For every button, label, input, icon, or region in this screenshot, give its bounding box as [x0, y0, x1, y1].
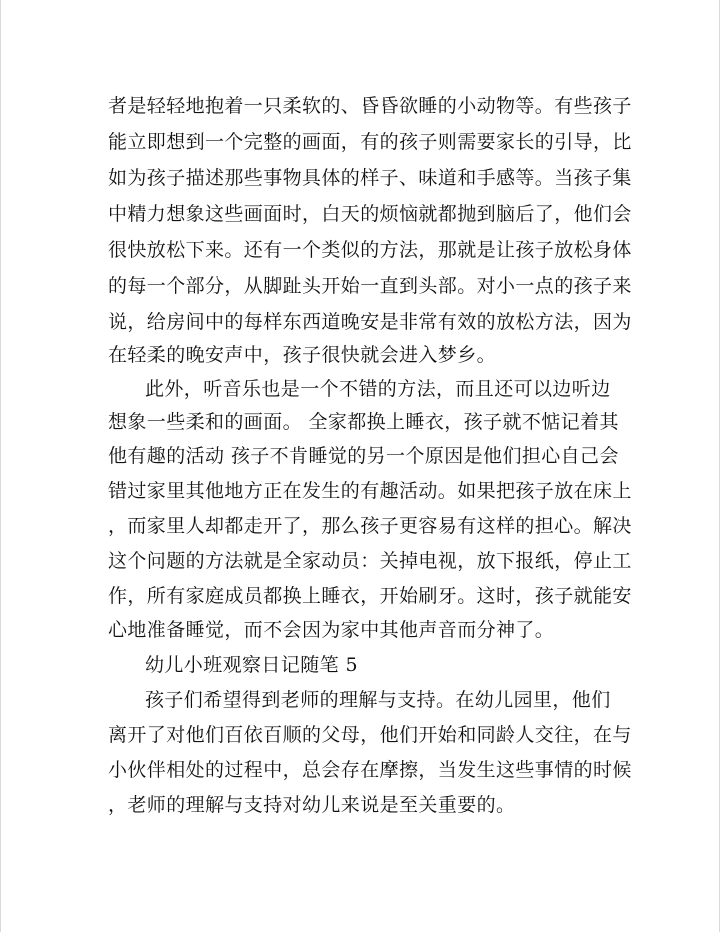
paragraph-first-line: 孩子们希望得到老师的理解与支持。在幼儿园里，他们: [145, 689, 611, 711]
text-line: 如为孩子描述那些事物具体的样子、味道和手感等。当孩子集: [108, 167, 632, 189]
text-line: 想象一些柔和的画面。 全家都换上睡衣，孩子就不惦记着其: [108, 411, 619, 433]
text-line: 心地准备睡觉，而不会因为家中其他声音而分神了。: [108, 619, 555, 641]
section-heading: 幼儿小班观察日记随笔 5: [145, 654, 358, 676]
text-line: 的每一个部分，从脚趾头开始一直到头部。对小一点的孩子来: [108, 275, 632, 297]
text-line: 小伙伴相处的过程中，总会存在摩擦，当发生这些事情的时候: [108, 759, 632, 781]
text-line: 在轻柔的晚安声中，孩子很快就会进入梦乡。: [108, 344, 497, 366]
text-line: 中精力想象这些画面时，白天的烦恼就都抛到脑后了，他们会: [108, 203, 632, 225]
paragraph-first-line: 此外，听音乐也是一个不错的方法，而且还可以边听边: [145, 378, 611, 400]
text-line: 能立即想到一个完整的画面，有的孩子则需要家长的引导，比: [108, 131, 632, 153]
text-line: ，而家里人却都走开了，那么孩子更容易有这样的担心。解决: [108, 515, 632, 537]
text-line: 者是轻轻地抱着一只柔软的、昏昏欲睡的小动物等。有些孩子: [108, 95, 632, 117]
text-line: 很快放松下来。还有一个类似的方法，那就是让孩子放松身体: [108, 239, 632, 261]
text-line: ，老师的理解与支持对幼儿来说是至关重要的。: [108, 794, 516, 816]
text-line: 说，给房间中的每样东西道晚安是非常有效的放松方法，因为: [108, 311, 632, 333]
text-line: 这个问题的方法就是全家动员：关掉电视，放下报纸，停止工: [108, 550, 632, 572]
text-line: 错过家里其他地方正在发生的有趣活动。如果把孩子放在床上: [108, 480, 632, 502]
text-line: 离开了对他们百依百顺的父母，他们开始和同龄人交往，在与: [108, 724, 632, 746]
text-line: 作，所有家庭成员都换上睡衣，开始刷牙。这时，孩子就能安: [108, 585, 632, 607]
text-line: 他有趣的活动 孩子不肯睡觉的另一个原因是他们担心自己会: [108, 445, 619, 467]
